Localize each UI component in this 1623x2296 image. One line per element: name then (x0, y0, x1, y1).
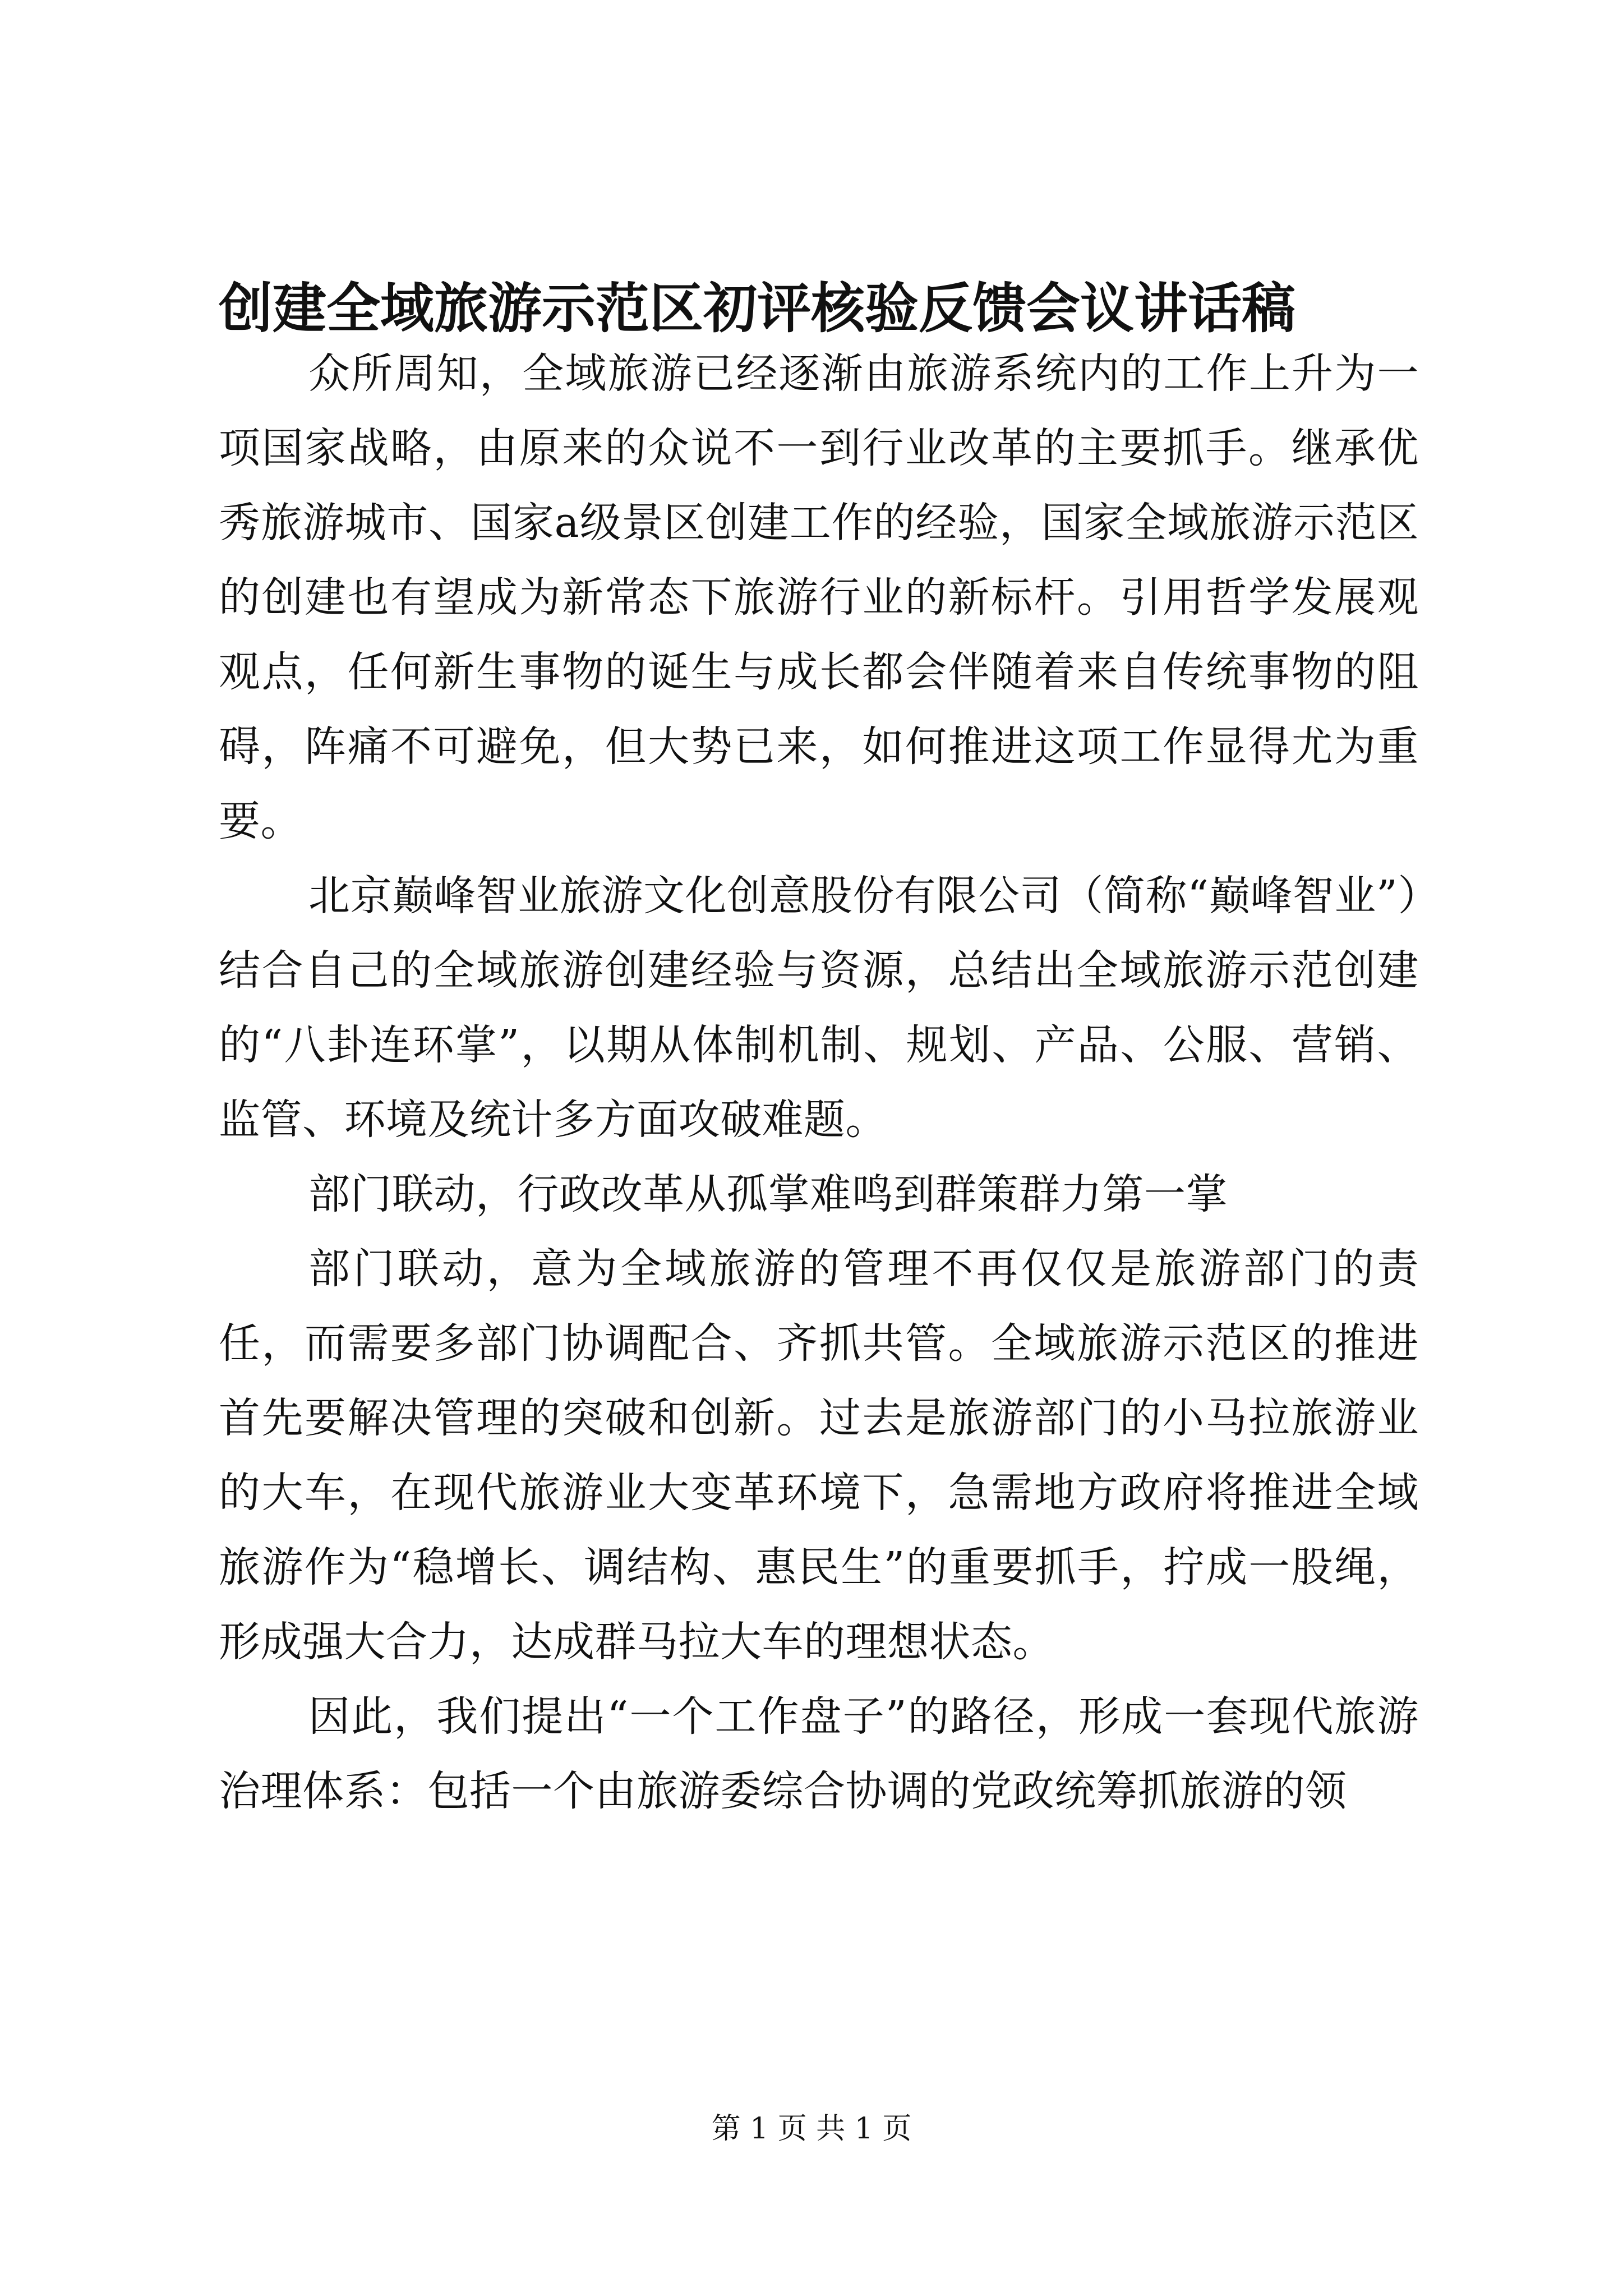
document-title: 创建全域旅游示范区初评核验反馈会议讲话稿 (219, 277, 1295, 340)
document-body (219, 337, 1419, 1829)
paragraph-company: 北京巅峰智业旅游文化创意股份有限公司（简称“巅峰智业”）结合自己的全域旅游创建经验与资源，总结出全域旅游示范创建的“八卦连环掌”，以期从体制机制、规划、产品、公服、营销、监管、环境及统计多方面攻破难题。 (219, 872, 1419, 1144)
paragraph-intro: 众所周知，全域旅游已经逐渐由旅游系统内的工作上升为一项国家战略，由原来的众说不一到行业改革的主要抓手。继承优秀旅游城市、国家a级景区创建工作的经验，国家全域旅游示范区的创建也有望成为新常态下旅游行业的新标杆。引用哲学发展观观点，任何新生事物的诞生与成长都会伴随着来自传统事物的阻碍，阵痛不可避免，但大势已来，如何推进这项工作显得尤为重要。 (219, 349, 1419, 845)
page-number-footer: 第 1 页 共 1 页 (711, 2112, 912, 2146)
paragraph-work-plan: 因此，我们提出“一个工作盘子”的路径，形成一套现代旅游治理体系：包括一个由旅游委综合协调的党政统筹抓旅游的领 (219, 1692, 1419, 1815)
paragraph-department-linkage: 部门联动，意为全域旅游的管理不再仅仅是旅游部门的责任，而需要多部门协调配合、齐抓共管。全域旅游示范区的推进首先要解决管理的突破和创新。过去是旅游部门的小马拉旅游业的大车，在现代旅游业大变革环境下，急需地方政府将推进全域旅游作为“稳增长、调结构、惠民生”的重要抓手，拧成一股绳，形成强大合力，达成群马拉大车的理想状态。 (219, 1245, 1419, 1666)
paragraph-section-heading: 部门联动，行政改革从孤掌难鸣到群策群力第一掌 (308, 1170, 1228, 1218)
